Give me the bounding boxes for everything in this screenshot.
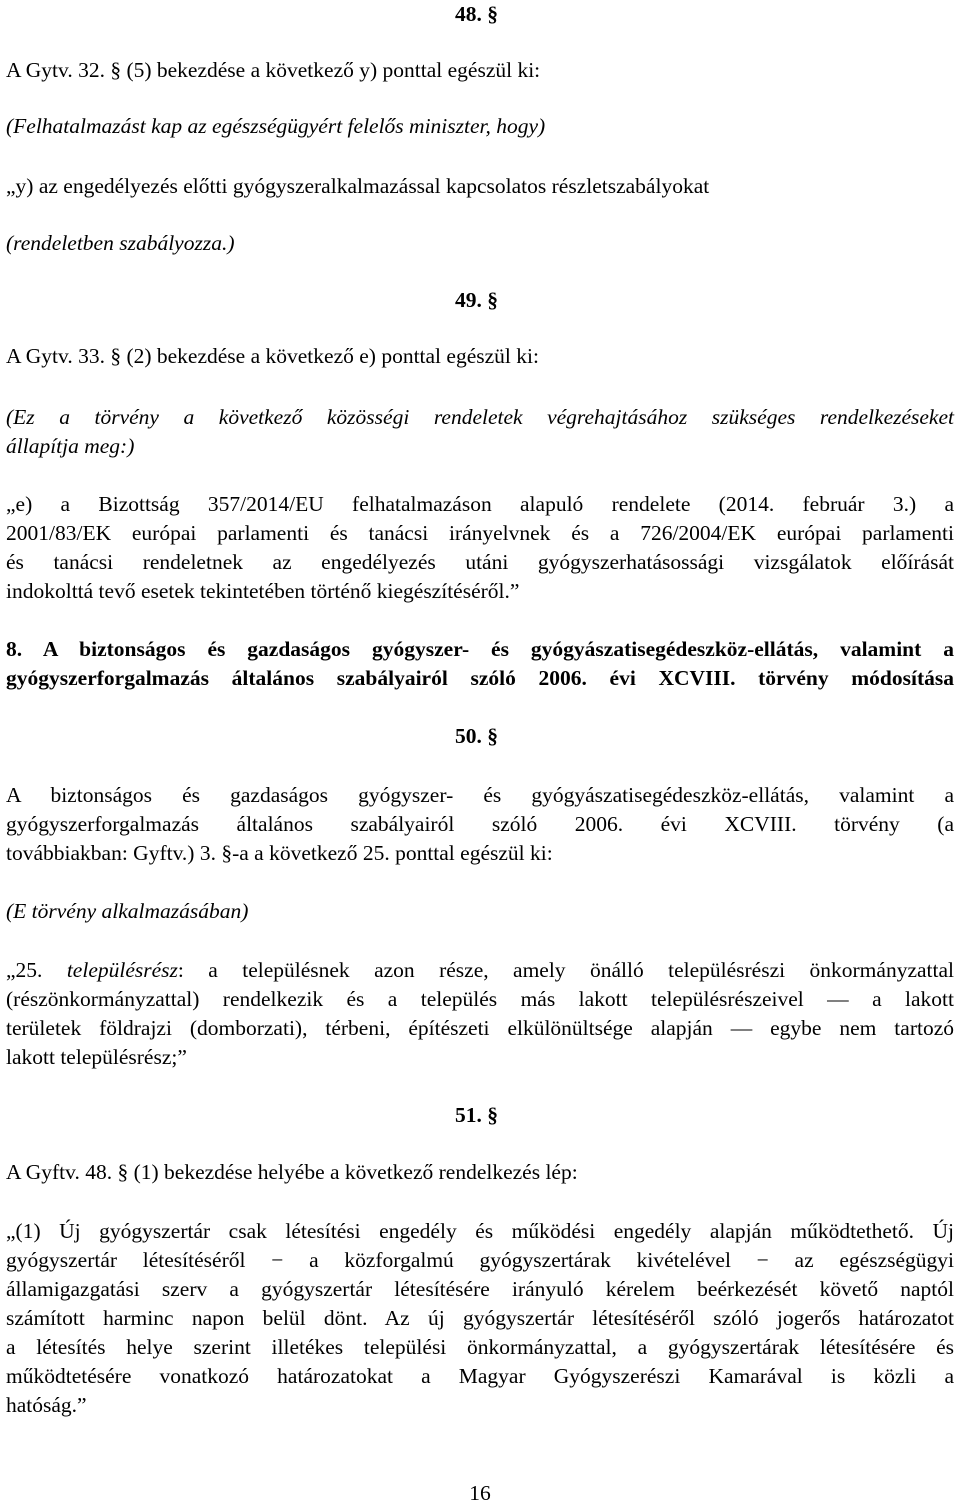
section-48-text-line-2: (rendeletben szabályozza.) bbox=[6, 231, 235, 255]
defined-term: településrész bbox=[66, 958, 178, 982]
section-51-text-line-5: a létesítés helye szerint illetékes települési önkormányzattal, a gyógyszertárak létesítésére és bbox=[6, 1335, 954, 1359]
section-50-intro-line-1: A biztonságos és gazdaságos gyógyszer- és gyógyászatisegédeszköz-ellátás, valamint a bbox=[6, 783, 954, 807]
section-49-intro: A Gytv. 33. § (2) bekezdése a következő e) ponttal egészül ki: bbox=[6, 344, 539, 368]
section-50-text-line-3: területek földrajzi (domborzati), térbeni, építészeti elkülönültsége alapján — egybe nem tartozó bbox=[6, 1016, 954, 1040]
section-50-text-line-4: lakott településrész;” bbox=[6, 1045, 187, 1069]
section-48-intro: A Gytv. 32. § (5) bekezdése a következő y) ponttal egészül ki: bbox=[6, 58, 541, 82]
section-49-text-line-1: „e) a Bizottság 357/2014/EU felhatalmazáson alapuló rendelete (2014. február 3.) a bbox=[6, 492, 954, 516]
section-49-heading: 49. § bbox=[455, 288, 498, 312]
section-50-text-line-2: (részönkormányzattal) rendelkezik és a település más lakott településrészeivel — a lakott bbox=[6, 987, 954, 1011]
section-49-text-line-3: és tanácsi rendeletnek az engedélyezés utáni gyógyszerhatásossági vizsgálatok előírását bbox=[6, 550, 954, 574]
section-51-intro: A Gyftv. 48. § (1) bekezdése helyébe a következő rendelkezés lép: bbox=[6, 1160, 578, 1184]
chapter-8-heading-line-2: gyógyszerforgalmazás általános szabályairól szóló 2006. évi XCVIII. törvény módosítása bbox=[6, 666, 954, 690]
chapter-8-heading-line-1: 8. A biztonságos és gazdaságos gyógyszer- és gyógyászatisegédeszköz-ellátás, valamint a bbox=[6, 637, 954, 661]
definition-number: „25. bbox=[6, 958, 67, 982]
section-50-lead: (E törvény alkalmazásában) bbox=[6, 899, 249, 923]
section-51-text-line-6: működtetésére vonatkozó határozatokat a Magyar Gyógyszerészi Kamarával is közli a bbox=[6, 1364, 954, 1388]
section-49-lead-line-2: állapítja meg:) bbox=[6, 434, 135, 458]
section-51-text-line-1: „(1) Új gyógyszertár csak létesítési engedély és működési engedély alapján működtethető. Új bbox=[6, 1219, 954, 1243]
section-51-heading: 51. § bbox=[455, 1103, 498, 1127]
section-51-text-line-4: számított harminc napon belül dönt. Az új gyógyszertár létesítéséről szóló jogerős határozatot bbox=[6, 1306, 954, 1330]
section-49-lead-line-1: (Ez a törvény a következő közösségi rendeletek végrehajtásához szükséges rendelkezéseket bbox=[6, 405, 954, 429]
section-50-text-line-1 bbox=[6, 956, 954, 985]
section-51-text-line-7: hatóság.” bbox=[6, 1393, 87, 1417]
section-51-text-line-3: államigazgatási szerv a gyógyszertár létesítésére irányuló kérelem beérkezését követő naptól bbox=[6, 1277, 954, 1301]
section-48-text-line-1: „y) az engedélyezés előtti gyógyszeralkalmazással kapcsolatos részletszabályokat bbox=[6, 174, 710, 198]
section-48-heading: 48. § bbox=[455, 2, 498, 26]
section-51-text-line-2: gyógyszertár létesítéséről − a közforgalmú gyógyszertárak kivételével − az egészségügyi bbox=[6, 1248, 954, 1272]
page-number: 16 bbox=[469, 1481, 491, 1505]
section-49-text-line-2: 2001/83/EK európai parlamenti és tanácsi irányelvnek és a 726/2004/EK európai parlamenti bbox=[6, 521, 954, 545]
section-48-lead: (Felhatalmazást kap az egészségügyért felelős miniszter, hogy) bbox=[6, 114, 546, 138]
definition-text: : a településnek azon része, amely önálló településrészi önkormányzattal bbox=[177, 958, 954, 982]
section-50-intro-line-3: továbbiakban: Gyftv.) 3. §-a a következő 25. ponttal egészül ki: bbox=[6, 841, 553, 865]
section-50-heading: 50. § bbox=[455, 724, 498, 748]
section-49-text-line-4: indokolttá tevő esetek tekintetében történő kiegészítéséről.” bbox=[6, 579, 520, 603]
section-50-intro-line-2: gyógyszerforgalmazás általános szabályairól szóló 2006. évi XCVIII. törvény (a bbox=[6, 812, 954, 836]
